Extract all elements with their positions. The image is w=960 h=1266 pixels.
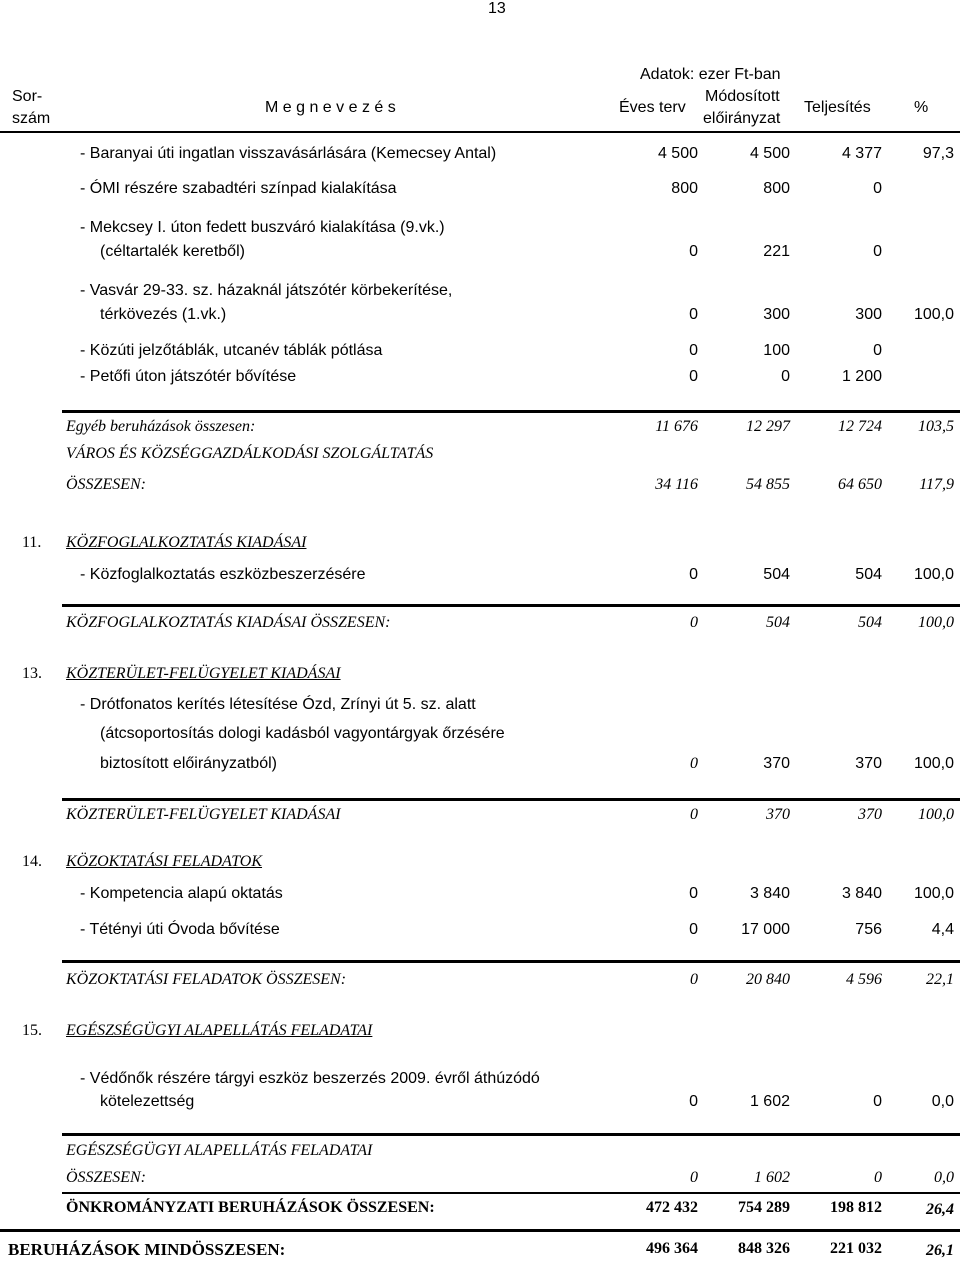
section-number: 15. bbox=[22, 1022, 42, 1039]
section-rule bbox=[62, 604, 960, 607]
cell-teljesites: 12 724 bbox=[838, 418, 882, 435]
header-modositott-2: előirányzat bbox=[703, 110, 781, 127]
cell-modositott: 12 297 bbox=[746, 418, 790, 435]
section-rule bbox=[62, 798, 960, 801]
header-percent: % bbox=[914, 99, 929, 116]
cell-eves-terv: 0 bbox=[690, 614, 698, 631]
cell-teljesites: 756 bbox=[855, 921, 882, 938]
total-label: KÖZFOGLALKOZTATÁS KIADÁSAI ÖSSZESEN: bbox=[66, 614, 391, 631]
cell-modositott: 100 bbox=[763, 342, 790, 359]
cell-modositott: 20 840 bbox=[746, 971, 790, 988]
cell-percent: 100,0 bbox=[918, 614, 954, 631]
cell-modositott: 1 602 bbox=[749, 1093, 790, 1110]
cell-teljesites: 0 bbox=[873, 342, 882, 359]
row-label-line1: - Védőnők részére tárgyi eszköz beszerzés 2009. évről áthúzódó bbox=[80, 1070, 540, 1087]
cell-eves-terv: 0 bbox=[690, 971, 698, 988]
section-title: KÖZFOGLALKOZTATÁS KIADÁSAI bbox=[66, 534, 307, 551]
total-label: KÖZTERÜLET-FELÜGYELET KIADÁSAI bbox=[66, 806, 341, 823]
cell-eves-terv: 0 bbox=[689, 243, 698, 260]
cell-teljesites: 0 bbox=[873, 243, 882, 260]
cell-teljesites: 370 bbox=[858, 806, 882, 823]
header-modositott-1: Módosított bbox=[705, 88, 780, 105]
section-title: KÖZOKTATÁSI FELADATOK bbox=[66, 853, 263, 870]
cell-modositott: 504 bbox=[766, 614, 790, 631]
total-label-line1: VÁROS ÉS KÖZSÉGGAZDÁLKODÁSI SZOLGÁLTATÁS bbox=[66, 445, 434, 462]
cell-modositott: 300 bbox=[763, 306, 790, 323]
row-label-line1: - Drótfonatos kerítés létesítése Ózd, Zrínyi út 5. sz. alatt bbox=[80, 696, 476, 713]
cell-modositott: 848 326 bbox=[738, 1240, 790, 1257]
cell-eves-terv: 496 364 bbox=[646, 1240, 698, 1257]
cell-percent: 100,0 bbox=[913, 755, 954, 772]
total-label: KÖZOKTATÁSI FELADATOK ÖSSZESEN: bbox=[66, 971, 347, 988]
cell-eves-terv: 0 bbox=[690, 1169, 698, 1186]
section-number: 11. bbox=[22, 534, 42, 551]
row-label: - ÓMI részére szabadtéri színpad kialakítása bbox=[80, 180, 397, 197]
cell-modositott: 1 602 bbox=[754, 1169, 790, 1186]
cell-teljesites: 4 596 bbox=[846, 971, 882, 988]
cell-eves-terv: 0 bbox=[690, 806, 698, 823]
cell-modositott: 0 bbox=[781, 368, 790, 385]
cell-percent: 117,9 bbox=[919, 476, 954, 493]
cell-eves-terv: 11 676 bbox=[655, 418, 698, 435]
cell-percent: 100,0 bbox=[913, 566, 954, 583]
row-label: - Közfoglalkoztatás eszközbeszerzésére bbox=[80, 566, 366, 583]
grand-total-label: BERUHÁZÁSOK MINDÖSSZESEN: bbox=[8, 1240, 286, 1259]
units-note: Adatok: ezer Ft-ban bbox=[640, 66, 781, 83]
row-label-line3: biztosított előirányzatból) bbox=[100, 755, 277, 772]
section-rule bbox=[62, 1192, 960, 1194]
total-label-line2: ÖSSZESEN: bbox=[66, 1169, 146, 1186]
cell-modositott: 4 500 bbox=[749, 145, 790, 162]
section-title: EGÉSZSÉGÜGYI ALAPELLÁTÁS FELADATAI bbox=[66, 1022, 373, 1039]
cell-eves-terv: 0 bbox=[689, 368, 698, 385]
cell-percent: 100,0 bbox=[913, 306, 954, 323]
header-teljesites: Teljesítés bbox=[804, 99, 871, 116]
cell-percent: 97,3 bbox=[922, 145, 954, 162]
cell-teljesites: 0 bbox=[873, 1093, 882, 1110]
grand-subtotal-label: ÖNKROMÁNYZATI BERUHÁZÁSOK ÖSSZESEN: bbox=[66, 1199, 435, 1216]
cell-eves-terv: 34 116 bbox=[655, 476, 698, 493]
cell-eves-terv: 0 bbox=[689, 306, 698, 323]
cell-eves-terv: 0 bbox=[689, 342, 698, 359]
cell-teljesites: 0 bbox=[873, 180, 882, 197]
cell-teljesites: 64 650 bbox=[838, 476, 882, 493]
cell-teljesites: 504 bbox=[858, 614, 882, 631]
cell-percent: 0,0 bbox=[934, 1169, 954, 1186]
cell-teljesites: 0 bbox=[874, 1169, 882, 1186]
cell-eves-terv: 800 bbox=[671, 180, 698, 197]
cell-teljesites: 4 377 bbox=[841, 145, 882, 162]
cell-modositott: 504 bbox=[763, 566, 790, 583]
cell-teljesites: 504 bbox=[855, 566, 882, 583]
cell-percent: 103,5 bbox=[918, 418, 954, 435]
header-eves-terv: Éves terv bbox=[619, 99, 686, 116]
row-label-line1: - Vasvár 29-33. sz. házaknál játszótér körbekerítése, bbox=[80, 282, 453, 299]
row-label-line1: - Mekcsey I. úton fedett buszváró kialakítása (9.vk.) bbox=[80, 219, 445, 236]
row-label-line2: (átcsoportosítás dologi kadásból vagyontárgyak őrzésére bbox=[100, 725, 505, 742]
cell-eves-terv: 0 bbox=[689, 921, 698, 938]
cell-percent: 26,4 bbox=[926, 1201, 954, 1218]
row-label: - Baranyai úti ingatlan visszavásárlására (Kemecsey Antal) bbox=[80, 145, 497, 162]
cell-modositott: 754 289 bbox=[738, 1199, 790, 1216]
row-label: - Kompetencia alapú oktatás bbox=[80, 885, 283, 902]
cell-eves-terv: 0 bbox=[690, 755, 698, 772]
cell-modositott: 370 bbox=[766, 806, 790, 823]
row-label: - Petőfi úton játszótér bővítése bbox=[80, 368, 297, 385]
cell-modositott: 17 000 bbox=[741, 921, 790, 938]
cell-teljesites: 300 bbox=[855, 306, 882, 323]
cell-percent: 26,1 bbox=[926, 1242, 954, 1259]
cell-eves-terv: 4 500 bbox=[657, 145, 698, 162]
cell-eves-terv: 472 432 bbox=[646, 1199, 698, 1216]
cell-modositott: 221 bbox=[763, 243, 790, 260]
header-megnevezes: M e g n e v e z é s bbox=[265, 99, 396, 116]
cell-teljesites: 221 032 bbox=[830, 1240, 882, 1257]
cell-eves-terv: 0 bbox=[689, 1093, 698, 1110]
section-title: KÖZTERÜLET-FELÜGYELET KIADÁSAI bbox=[66, 665, 341, 682]
row-label-line2: kötelezettség bbox=[100, 1093, 195, 1110]
row-label: - Tétényi úti Óvoda bővítése bbox=[80, 921, 280, 938]
grand-total-rule bbox=[0, 1229, 960, 1232]
section-rule bbox=[62, 1133, 960, 1136]
section-rule bbox=[62, 410, 960, 413]
cell-modositott: 370 bbox=[763, 755, 790, 772]
section-rule bbox=[62, 960, 960, 963]
cell-modositott: 54 855 bbox=[746, 476, 790, 493]
cell-teljesites: 1 200 bbox=[841, 368, 882, 385]
cell-percent: 0,0 bbox=[931, 1093, 954, 1110]
header-sorszam-2: szám bbox=[12, 110, 51, 127]
row-label-line2: térkövezés (1.vk.) bbox=[100, 306, 227, 323]
section-number: 13. bbox=[22, 665, 42, 682]
total-label-line1: EGÉSZSÉGÜGYI ALAPELLÁTÁS FELADATAI bbox=[66, 1142, 373, 1159]
cell-teljesites: 370 bbox=[855, 755, 882, 772]
cell-modositott: 3 840 bbox=[749, 885, 790, 902]
cell-modositott: 800 bbox=[763, 180, 790, 197]
cell-percent: 100,0 bbox=[918, 806, 954, 823]
cell-teljesites: 198 812 bbox=[830, 1199, 882, 1216]
section-number: 14. bbox=[22, 853, 42, 870]
row-label-line2: (céltartalék keretből) bbox=[100, 243, 245, 260]
header-rule bbox=[0, 131, 960, 133]
cell-eves-terv: 0 bbox=[689, 566, 698, 583]
total-label-line2: ÖSSZESEN: bbox=[66, 476, 146, 493]
row-label: - Közúti jelzőtáblák, utcanév táblák pótlása bbox=[80, 342, 383, 359]
cell-percent: 22,1 bbox=[926, 971, 954, 988]
cell-percent: 100,0 bbox=[913, 885, 954, 902]
cell-teljesites: 3 840 bbox=[841, 885, 882, 902]
page-number: 13 bbox=[488, 0, 506, 17]
cell-eves-terv: 0 bbox=[689, 885, 698, 902]
header-sorszam-1: Sor- bbox=[12, 88, 43, 105]
cell-percent: 4,4 bbox=[931, 921, 954, 938]
subtotal-label: Egyéb beruházások összesen: bbox=[66, 418, 256, 435]
